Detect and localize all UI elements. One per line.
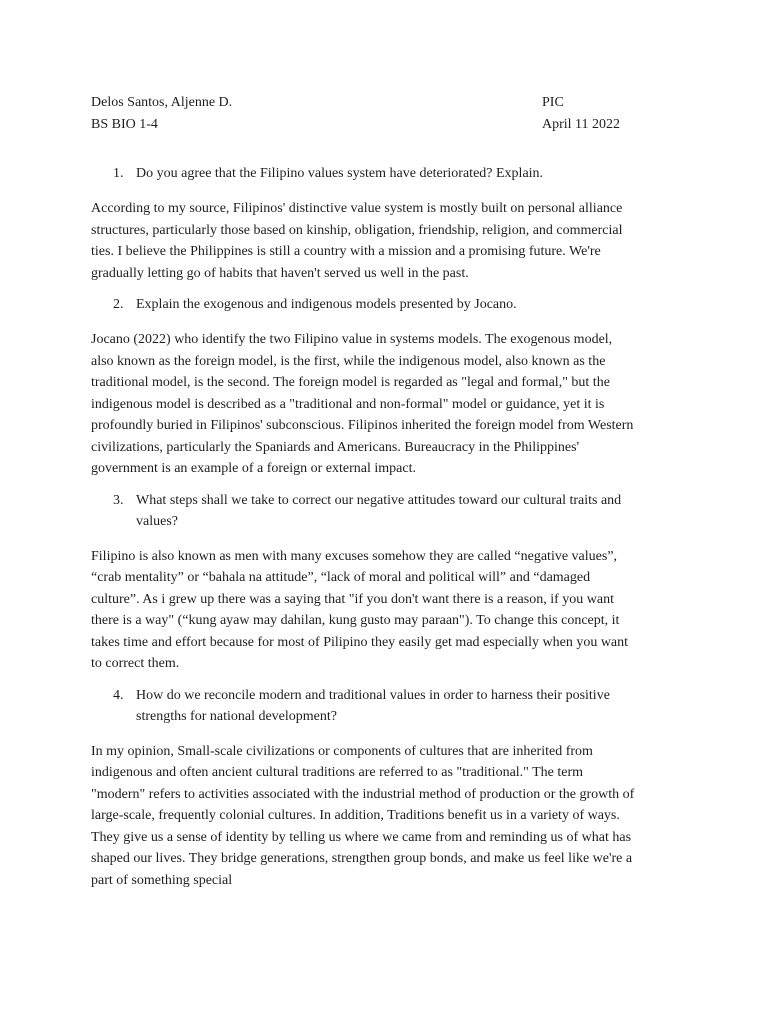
question-number: 2. [113, 297, 124, 312]
answer-text-line: to correct them. [91, 656, 180, 671]
answer-text-line: profoundly buried in Filipinos' subconscious. Filipinos inherited the foreign model from Western [91, 418, 634, 433]
document-header [91, 92, 691, 136]
answer-text-line: indigenous and often ancient cultural traditions are referred to as "traditional." The term [91, 765, 584, 780]
answer-text-line: there is a way" (“kung ayaw may dahilan, kung gusto may paraan"). To change this concept, it [91, 613, 620, 628]
question-text-line: Explain the exogenous and indigenous models presented by Jocano. [136, 297, 517, 312]
header-row-2 [91, 114, 691, 136]
question-text-line: strengths for national development? [136, 708, 337, 724]
question-number: 1. [113, 166, 124, 181]
answer-text-line: culture”. As i grew up there was a saying that "if you don't want there is a reason, if you want [91, 591, 614, 607]
answer-text-line: indigenous model is described as a "traditional and non-formal" model or guidance, yet it is [91, 396, 605, 412]
question-number: 4. [113, 687, 124, 703]
answer-text-line: government is an example of a foreign or external impact. [91, 461, 416, 476]
question-1 [91, 163, 681, 184]
answer-text-line: part of something special [91, 872, 233, 888]
subject-code: PIC [542, 95, 564, 110]
answer-text-line: civilizations, particularly the Spaniards and Americans. Bureaucracy in the Philippines' [91, 439, 580, 455]
answer-text-line: "modern" refers to activities associated with the industrial method of production or the growth of [91, 786, 635, 802]
answer-text-line: also known as the foreign model, is the first, while the indigenous model, also known as the [91, 353, 606, 369]
student-name: Delos Santos, Aljenne D. [91, 95, 233, 110]
question-text-line: How do we reconcile modern and traditional values in order to harness their positive [136, 687, 610, 703]
question-3 [91, 490, 681, 532]
answer-text-line: takes time and effort because for most of Pilipino they easily get mad especially when you want [91, 634, 629, 650]
answer-text-line: In my opinion, Small-scale civilizations or components of cultures that are inherited from [91, 743, 593, 759]
answer-text-line: According to my source, Filipinos' distinctive value system is mostly built on personal alliance [91, 201, 623, 216]
answer-text-line: gradually letting go of habits that haven't served us well in the past. [91, 265, 469, 281]
student-program: BS BIO 1-4 [91, 117, 158, 132]
answer-text-line: structures, particularly those based on kinship, obligation, friendship, religion, and commercial [91, 222, 623, 238]
question-4 [91, 685, 681, 727]
document-body [91, 163, 681, 901]
question-text-line: Do you agree that the Filipino values system have deteriorated? Explain. [136, 166, 544, 181]
answer-text-line: Jocano (2022) who identify the two Filipino value in systems models. The exogenous model, [91, 332, 613, 347]
answer-text-line: traditional model, is the second. The foreign model is regarded as "legal and formal," but the [91, 375, 610, 390]
answer-text-line: Filipino is also known as men with many excuses somehow they are called “negative values”, [91, 548, 618, 564]
question-text-line: values? [136, 513, 178, 529]
answer-1 [91, 198, 681, 284]
answer-text-line: large-scale, frequently colonial cultures. In addition, Traditions benefit us in a variety of ways. [91, 808, 620, 823]
answer-text-line: They give us a sense of identity by telling us where we came from and reminding us of what has [91, 829, 632, 845]
header-row-1 [91, 92, 691, 114]
answer-text-line: shaped our lives. They bridge generations, strengthen group bonds, and make us feel like we're a [91, 851, 633, 866]
question-2 [91, 294, 681, 315]
answer-4 [91, 741, 681, 892]
answer-3 [91, 546, 681, 675]
answer-text-line: ties. I believe the Philippines is still a country with a mission and a promising future. We're [91, 244, 601, 259]
question-number: 3. [113, 492, 124, 508]
answer-text-line: “crab mentality” or “bahala na attitude”, “lack of moral and political will” and “damaged [91, 570, 591, 585]
answer-2 [91, 329, 681, 480]
document-date: April 11 2022 [542, 117, 621, 132]
question-text-line: What steps shall we take to correct our negative attitudes toward our cultural traits and [136, 492, 622, 508]
